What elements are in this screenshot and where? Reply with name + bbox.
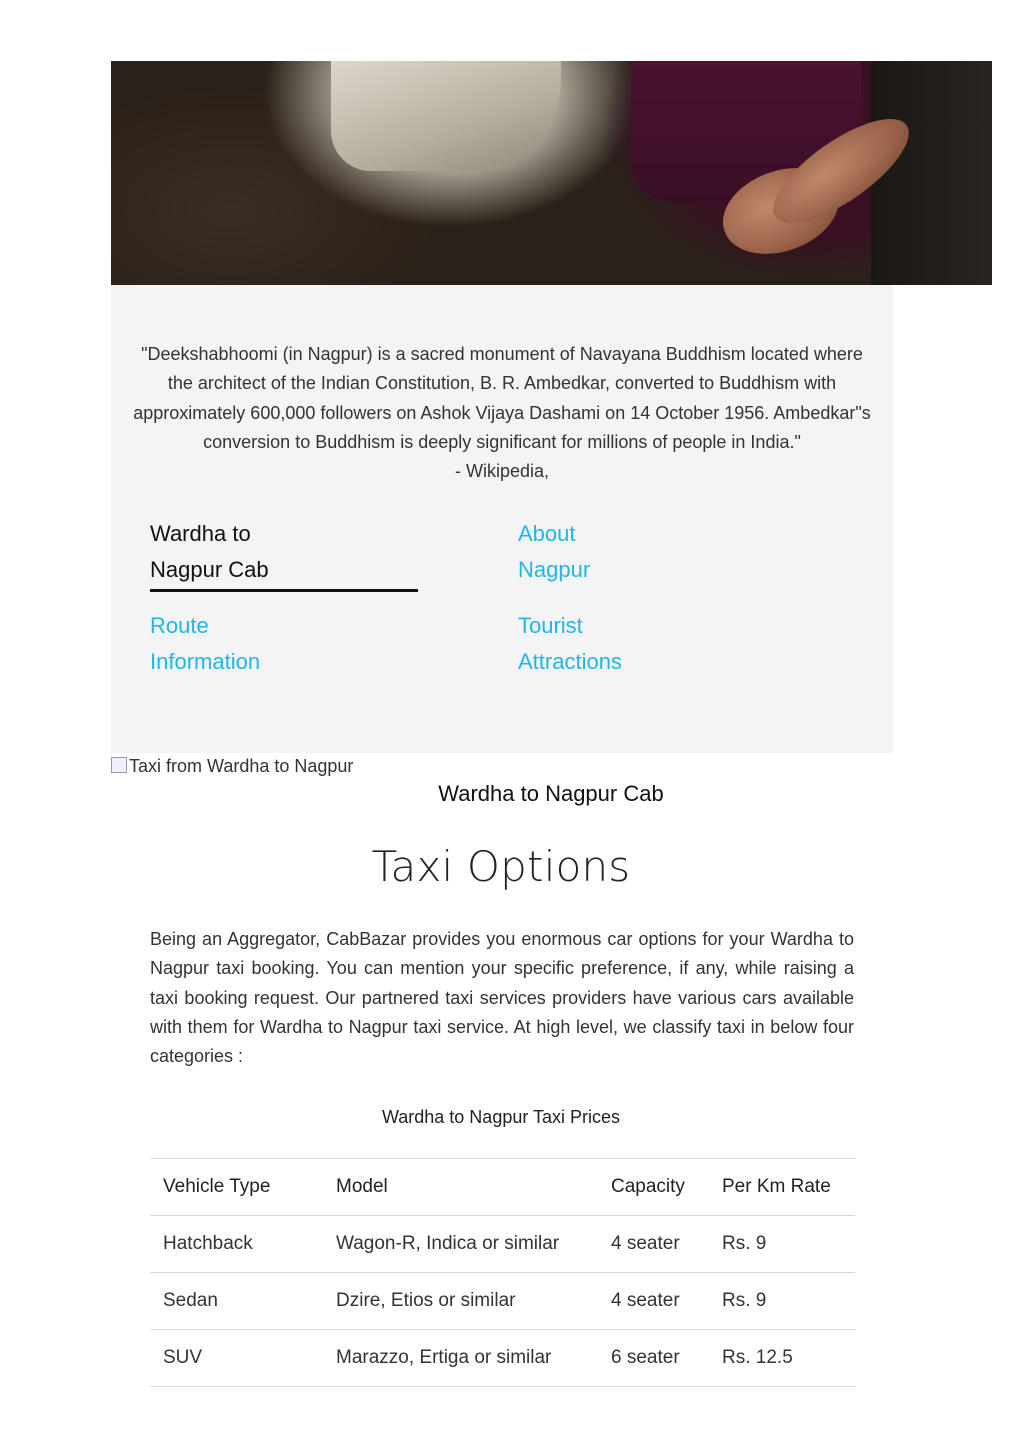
header-per-km-rate: Per Km Rate [709, 1159, 855, 1216]
cell-model: Dzire, Etios or similar [323, 1273, 598, 1330]
table-row [150, 1216, 855, 1273]
price-table-title: Wardha to Nagpur Taxi Prices [381, 1107, 621, 1127]
cell-vehicle-type: Sedan [150, 1273, 323, 1330]
tab-route-information[interactable] [150, 608, 260, 680]
cell-rate: Rs. 9 [709, 1216, 855, 1273]
tab-tourist-attractions[interactable] [518, 608, 622, 680]
header-vehicle-type: Vehicle Type [150, 1159, 323, 1216]
hero-seat-shape [871, 61, 992, 285]
section-heading: Taxi Options [371, 842, 631, 891]
cell-vehicle-type: Hatchback [150, 1216, 323, 1273]
table-row [150, 1330, 855, 1387]
tab-label-line2: Nagpur [518, 557, 591, 582]
image-caption: Wardha to Nagpur Cab [438, 781, 664, 806]
broken-image-icon [111, 757, 127, 773]
tab-label-line2: Information [150, 649, 261, 674]
tab-wardha-to-nagpur-cab[interactable] [150, 516, 269, 588]
header-model: Model [323, 1159, 598, 1216]
tab-label-line1: Tourist [518, 613, 583, 638]
intro-paragraph: Being an Aggregator, CabBazar provides you enormous car options for your Wardha to Nagpur taxi booking. You can mention your specific preference, if any, while raising a taxi booking request. Our partnered taxi services providers have various cars available with them for Wardha to Nagpur taxi service. At high level, we classify taxi in below four categories : [150, 929, 854, 1067]
cell-capacity: 4 seater [598, 1216, 709, 1273]
quote-text: "Deekshabhoomi (in Nagpur) is a sacred monument of Navayana Buddhism located where the architect of the Indian Constitution, B. R. Ambedkar, converted to Buddhism with approximately 600,000 followers on Ashok Vijaya Dashami on 14 October 1956. Ambedkar"s conversion to Buddhism is deeply significant for millions of people in India." [133, 344, 871, 452]
taxi-image-broken [111, 756, 353, 777]
cell-rate: Rs. 9 [709, 1273, 855, 1330]
cell-capacity: 4 seater [598, 1273, 709, 1330]
table-header-row [150, 1159, 855, 1216]
tab-label-line2: Attractions [518, 649, 622, 674]
tab-label-line2: Nagpur Cab [150, 557, 269, 582]
cell-vehicle-type: SUV [150, 1330, 323, 1387]
tab-label-line1: About [518, 521, 576, 546]
table-row [150, 1273, 855, 1330]
hero-photo [111, 61, 992, 285]
wikipedia-quote [130, 340, 874, 486]
cell-capacity: 6 seater [598, 1330, 709, 1387]
price-table [150, 1158, 855, 1387]
header-capacity: Capacity [598, 1159, 709, 1216]
quote-source: - Wikipedia, [454, 461, 550, 482]
taxi-image-alt-text: Taxi from Wardha to Nagpur [129, 756, 354, 776]
cell-model: Wagon-R, Indica or similar [323, 1216, 598, 1273]
cell-rate: Rs. 12.5 [709, 1330, 855, 1387]
active-tab-underline [150, 589, 418, 592]
tab-about-nagpur[interactable] [518, 516, 590, 588]
tab-label-line1: Route [150, 613, 209, 638]
tab-label-line1: Wardha to [150, 521, 251, 546]
hero-shirt-shape [331, 61, 561, 171]
cell-model: Marazzo, Ertiga or similar [323, 1330, 598, 1387]
